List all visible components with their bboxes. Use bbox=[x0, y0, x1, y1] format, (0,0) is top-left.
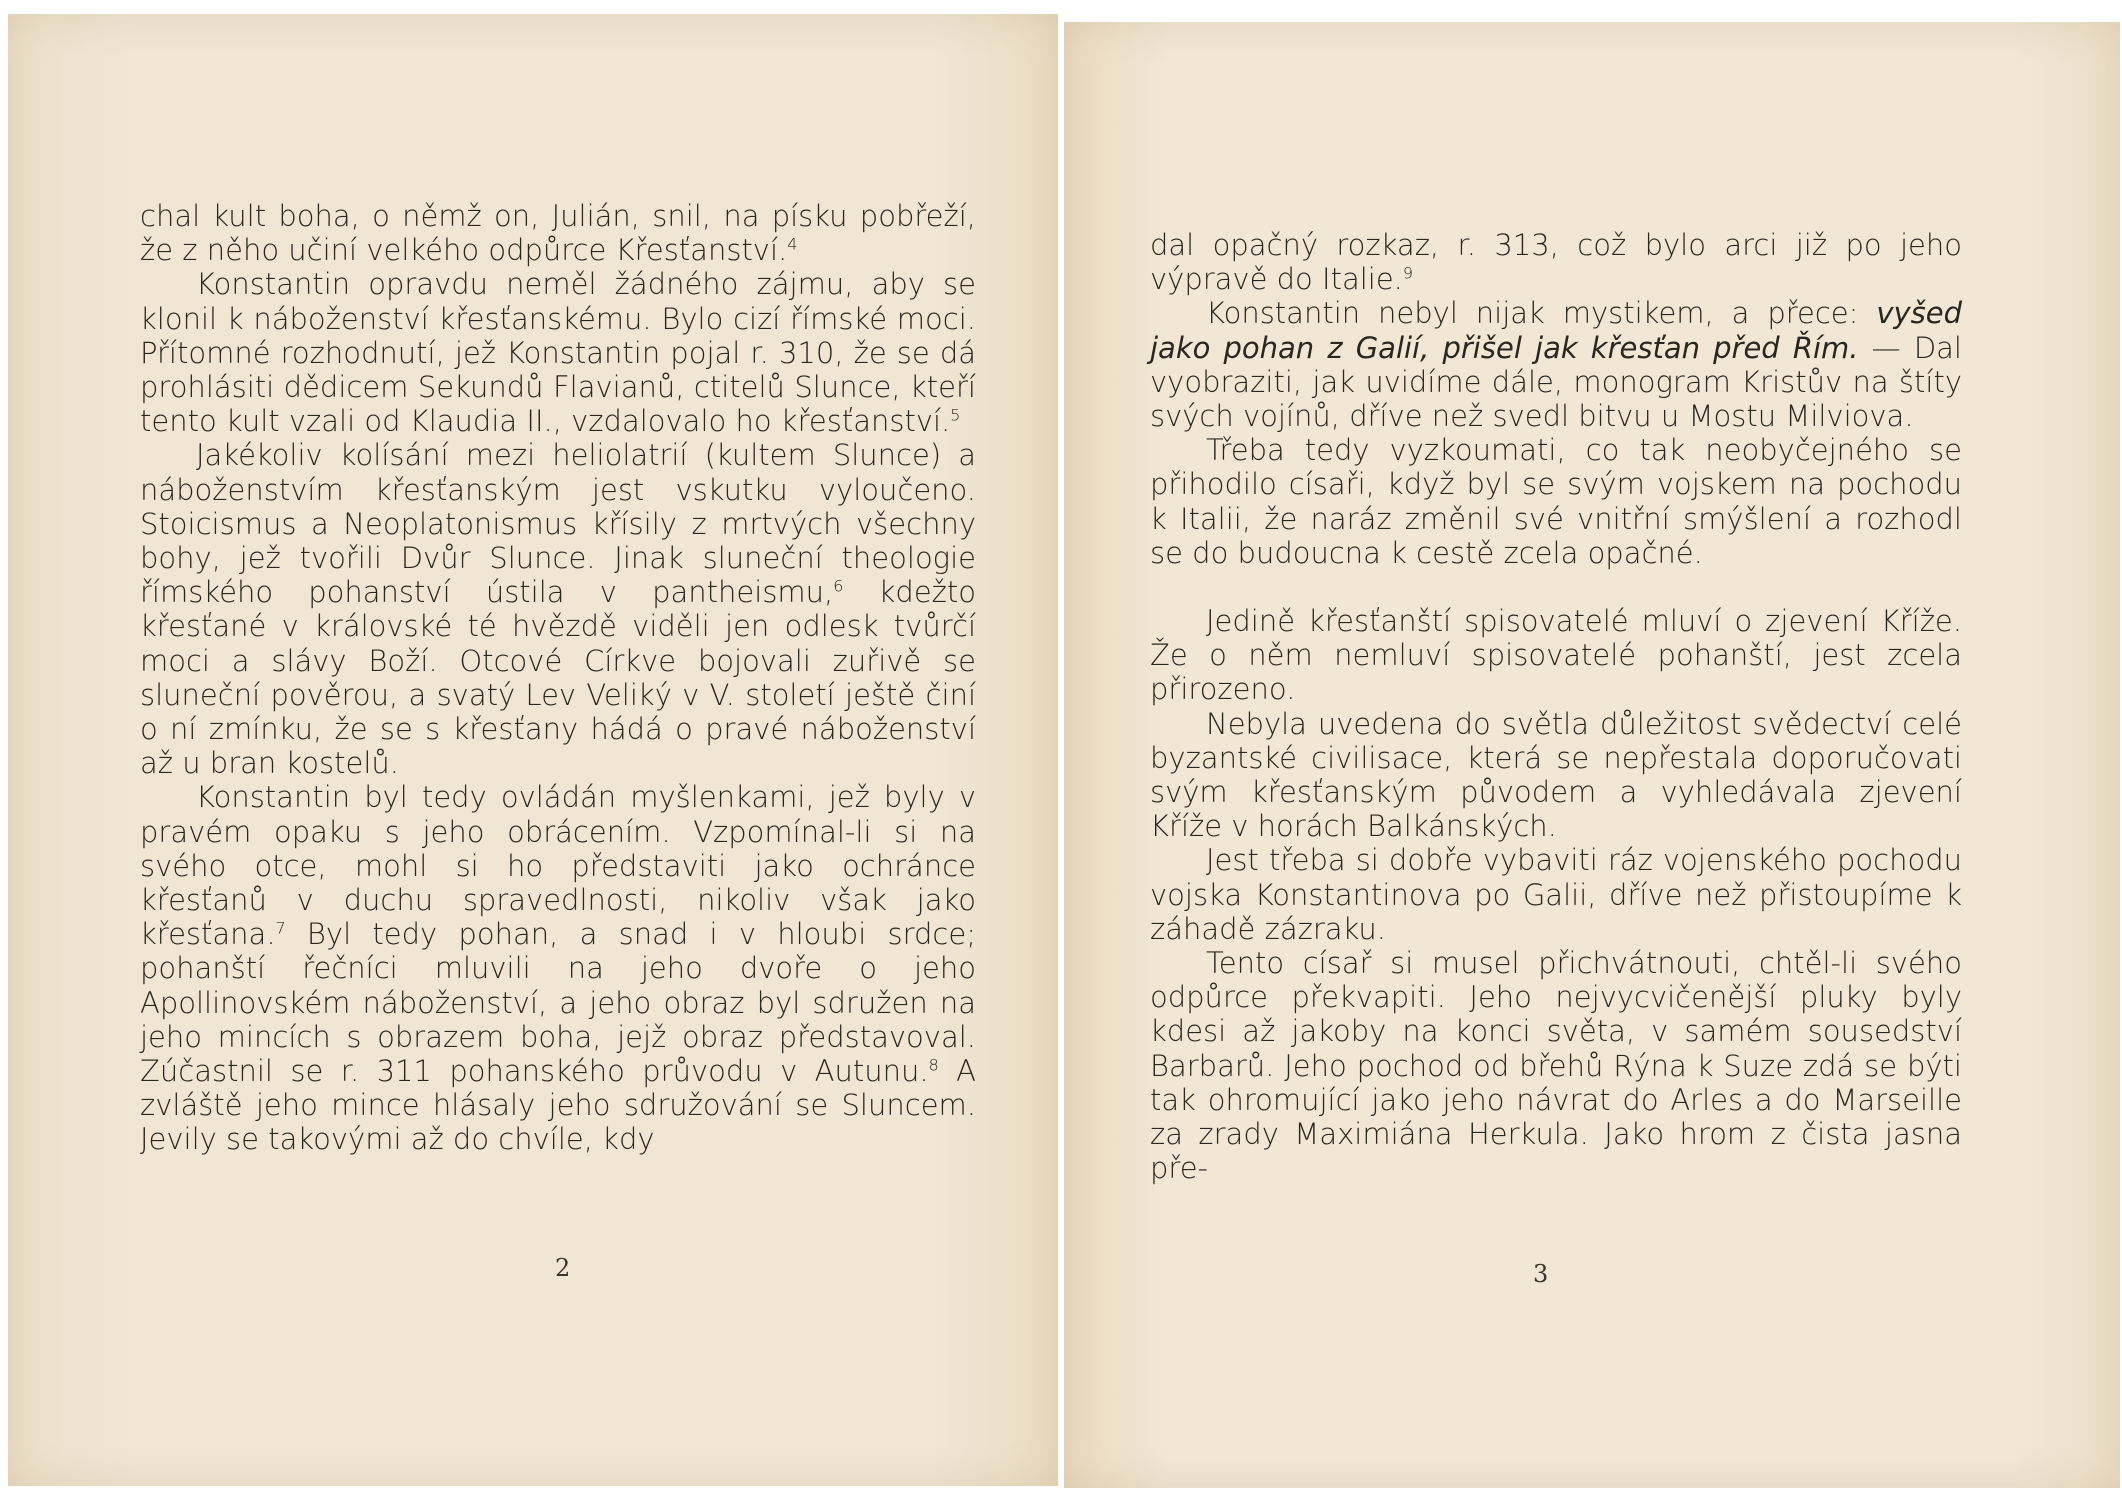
footnote-marker: 8 bbox=[928, 1055, 939, 1075]
right-page-text bbox=[1150, 228, 1962, 1185]
text-run: Jakékoliv kolísání mezi heliolatrií (kultem Slunce) a náboženstvím křesťanským jest vskutku vyloučeno. Stoicismus a Neoplatonismus křísily z mrtvých všechny bohy, jež tvořili Dvůr Slunce. Jinak sluneční theologie římského pohanství ústila v pantheismu, bbox=[140, 438, 976, 610]
paragraph bbox=[140, 199, 976, 267]
text-run: Jest třeba si dobře vybaviti ráz vojenského pochodu vojska Konstantinova po Galii, dříve než přistoupíme k záhadě zázraku. bbox=[1150, 843, 1962, 946]
left-page-text bbox=[140, 199, 976, 1157]
paragraph bbox=[1150, 946, 1962, 1185]
left-page-number: 2 bbox=[555, 1254, 571, 1282]
footnote-marker: 4 bbox=[787, 234, 798, 254]
paragraph bbox=[140, 780, 976, 1156]
page-gutter bbox=[1058, 0, 1064, 1500]
text-run: kdežto křesťané v královské té hvězdě viděli jen odlesk tvůrčí moci a slávy Boží. Otcové Církve bojovali zuřivě se sluneční pověrou, a svatý Lev Veliký v V. století ještě činí o ní zmínku, že se s křesťany hádá o pravé náboženství až u bran kostelů. bbox=[140, 575, 976, 781]
paragraph bbox=[140, 438, 976, 780]
text-run: Jedině křesťanští spisovatelé mluví o zjevení Kříže. Že o něm nemluví spisovatelé pohanští, jest zcela přirozeno. bbox=[1150, 604, 1962, 707]
paragraph bbox=[1150, 228, 1962, 296]
footnote-marker: 9 bbox=[1402, 263, 1414, 283]
text-run: Tento císař si musel přichvátnouti, chtěl-li svého odpůrce překvapiti. Jeho nejvycvičenější pluky byly kdesi až jakoby na konci světa, v samém sousedství Barbarů. Jeho pochod od břehů Rýna k Suze zdá se býti tak ohromující jako jeho návrat do Arles a do Marseille za zrady Maximiána Herkula. Jako hrom z čista jasna pře- bbox=[1150, 946, 1962, 1186]
text-run: chal kult boha, o němž on, Julián, snil, na písku pobřeží, že z něho učiní velkého odpůrce Křesťanství. bbox=[140, 199, 976, 268]
footnote-marker: 5 bbox=[950, 405, 961, 425]
paragraph bbox=[1150, 843, 1962, 946]
text-run: Konstantin byl tedy ovládán myšlenkami, jež byly v pravém opaku s jeho obrácením. Vzpomínal-li si na svého otce, mohl si ho představiti jako ochránce křesťanů v duchu spravedlnosti, nikoliv však jako křesťana. bbox=[140, 780, 976, 952]
footnote-marker: 6 bbox=[833, 576, 844, 596]
text-run: Třeba tedy vyzkoumati, co tak neobyčejného se přihodilo císaři, když byl se svým vojskem na pochodu k Italii, že naráz změnil své vnitřní smýšlení a rozhodl se do budoucna k cestě zcela opačné. bbox=[1150, 433, 1962, 570]
text-run: A zvláště jeho mince hlásaly jeho sdružování se Sluncem. Jevily se takovými až do chvíle, kdy bbox=[140, 1054, 976, 1157]
text-run: Nebyla uvedena do světla důležitost svědectví celé byzantské civilisace, která se nepřestala doporučovati svým křesťanským původem a vyhledávala zjevení Kříže v horách Balkánských. bbox=[1150, 706, 1962, 844]
text-run: — Dal vyobraziti, jak uvidíme dále, monogram Kristův na štíty svých vojínů, dříve než svedl bitvu u Mostu Milviova. bbox=[1150, 330, 1962, 434]
text-run: Konstantin opravdu neměl žádného zájmu, aby se klonil k náboženství křesťanskému. Bylo cizí římské moci. Přítomné rozhodnutí, jež Konstantin pojal r. 310, že se dá prohlásiti dědicem Sekundů Flavianů, ctitelů Slunce, kteří tento kult vzali od Klaudia II., vzdalovalo ho křesťanství. bbox=[140, 267, 976, 439]
paragraph bbox=[1150, 433, 1962, 570]
paragraph bbox=[1150, 296, 1962, 433]
paragraph bbox=[1150, 707, 1962, 844]
text-run: Konstantin nebyl nijak mystikem, a přece: bbox=[1206, 296, 1877, 331]
text-run: dal opačný rozkaz, r. 313, což bylo arci již po jeho výpravě do Italie. bbox=[1150, 228, 1962, 297]
paragraph bbox=[140, 267, 976, 438]
text-run: Byl tedy pohan, a snad i v hloubi srdce; pohanští řečníci mluvili na jeho dvoře o jeho Apollinovském náboženství, a jeho obraz byl sdružen na jeho mincích s obrazem boha, jejž obraz představoval. Zúčastnil se r. 311 pohanského průvodu v Autunu. bbox=[140, 917, 976, 1089]
paragraph bbox=[1150, 604, 1962, 707]
footnote-marker: 7 bbox=[275, 918, 286, 938]
right-page-number: 3 bbox=[1533, 1260, 1549, 1288]
emphasized-text: vyšed jako pohan z Galií, přišel jak křesťan před Řím. bbox=[1150, 296, 1962, 365]
